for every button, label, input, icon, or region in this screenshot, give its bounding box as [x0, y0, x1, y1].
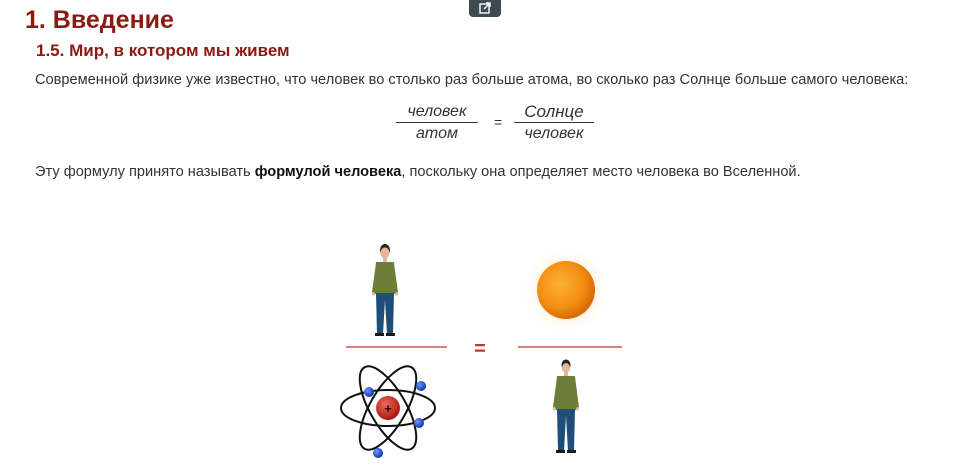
man-figure-bottom: [553, 360, 579, 454]
electron: [373, 448, 383, 458]
section-title: 1.5. Мир, в котором мы живем: [36, 41, 290, 60]
left-numerator: человек: [407, 103, 467, 120]
formula-equals: =: [494, 114, 503, 130]
man-figure-top: [372, 244, 398, 336]
electron: [416, 381, 426, 391]
explanation-after: , поскольку она определяет место человека во Вселенной.: [401, 164, 801, 180]
left-denominator: атом: [416, 125, 458, 142]
chapter-title: 1. Введение: [25, 6, 174, 34]
electron: [414, 418, 424, 428]
explanation-bold: формулой человека: [254, 164, 402, 180]
explanation-before: Эту формулу принято называть: [35, 164, 255, 180]
sun-icon: [522, 246, 610, 334]
right-numerator: Солнце: [524, 102, 584, 121]
atom-icon: [341, 358, 435, 458]
illustration-equals: =: [474, 338, 486, 360]
right-denominator: человек: [524, 125, 584, 142]
electron: [364, 387, 374, 397]
nucleus-plus-sign: +: [384, 401, 392, 416]
intro-paragraph: Современной физике уже известно, что человек во столько раз больше атома, во сколько раз Солнце больше самого человека:: [35, 72, 909, 88]
